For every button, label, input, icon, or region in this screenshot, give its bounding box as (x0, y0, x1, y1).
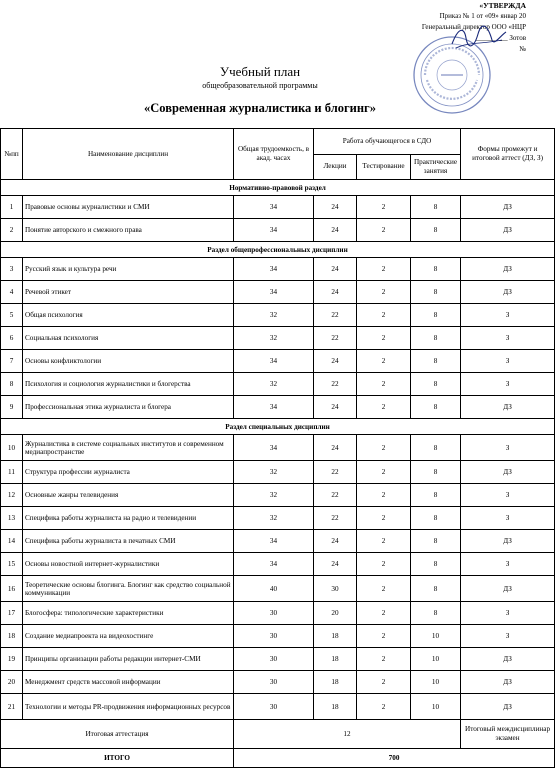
cell-lectures: 18 (314, 648, 357, 671)
header-forms: Формы промежут и итоговой аттест (ДЗ, З) (461, 129, 555, 180)
cell-form: ДЗ (461, 219, 555, 242)
header-lectures: Лекции (314, 154, 357, 180)
cell-form: ДЗ (461, 196, 555, 219)
cell-form: З (461, 484, 555, 507)
cell-lectures: 22 (314, 373, 357, 396)
cell-practical: 8 (411, 484, 461, 507)
cell-form: ДЗ (461, 281, 555, 304)
cell-hours: 30 (234, 671, 314, 694)
cell-num: 14 (1, 530, 23, 553)
cell-num: 21 (1, 694, 23, 720)
cell-name: Профессиональная этика журналиста и блогера (23, 396, 234, 419)
section-title: Раздел специальных дисциплин (1, 419, 555, 435)
cell-num: 9 (1, 396, 23, 419)
total-row (1, 749, 555, 768)
cell-practical: 8 (411, 553, 461, 576)
table-row (1, 281, 555, 304)
curriculum-table (0, 128, 555, 768)
table-row (1, 602, 555, 625)
cell-testing: 2 (357, 304, 411, 327)
cell-num: 2 (1, 219, 23, 242)
cell-form: ДЗ (461, 648, 555, 671)
cell-form: З (461, 327, 555, 350)
table-row (1, 648, 555, 671)
cell-lectures: 22 (314, 461, 357, 484)
header-testing: Тестирование (357, 154, 411, 180)
approval-title: «УТВЕРЖДА (479, 1, 526, 10)
cell-practical: 8 (411, 530, 461, 553)
cell-testing: 2 (357, 281, 411, 304)
cell-testing: 2 (357, 219, 411, 242)
cell-lectures: 30 (314, 576, 357, 602)
cell-name: Принципы организации работы редакции интернет-СМИ (23, 648, 234, 671)
total-hours: 700 (234, 749, 555, 768)
cell-lectures: 24 (314, 530, 357, 553)
cell-name: Социальная психология (23, 327, 234, 350)
approval-number: № (519, 45, 526, 53)
cell-form: ДЗ (461, 671, 555, 694)
cell-hours: 30 (234, 694, 314, 720)
cell-num: 20 (1, 671, 23, 694)
cell-testing: 2 (357, 327, 411, 350)
cell-hours: 32 (234, 507, 314, 530)
cell-num: 1 (1, 196, 23, 219)
cell-num: 13 (1, 507, 23, 530)
cell-form: ДЗ (461, 461, 555, 484)
cell-lectures: 24 (314, 396, 357, 419)
cell-num: 11 (1, 461, 23, 484)
cell-lectures: 22 (314, 484, 357, 507)
cell-lectures: 24 (314, 350, 357, 373)
cell-lectures: 24 (314, 258, 357, 281)
cell-testing: 2 (357, 576, 411, 602)
cell-practical: 8 (411, 435, 461, 461)
final-form: Итоговый междисциплинар экзамен (461, 720, 555, 749)
cell-name: Правовые основы журналистики и СМИ (23, 196, 234, 219)
cell-form: ДЗ (461, 396, 555, 419)
cell-num: 6 (1, 327, 23, 350)
cell-testing: 2 (357, 396, 411, 419)
cell-form: ДЗ (461, 530, 555, 553)
cell-hours: 34 (234, 258, 314, 281)
program-title: «Современная журналистика и блогинг» (144, 101, 376, 115)
cell-hours: 32 (234, 484, 314, 507)
cell-form: ДЗ (461, 576, 555, 602)
cell-testing: 2 (357, 258, 411, 281)
cell-hours: 32 (234, 327, 314, 350)
cell-testing: 2 (357, 435, 411, 461)
section-title: Нормативно-правовой раздел (1, 180, 555, 196)
table-header-row-1 (1, 129, 555, 155)
section-title: Раздел общепрофессиональных дисциплин (1, 242, 555, 258)
cell-practical: 8 (411, 350, 461, 373)
cell-num: 19 (1, 648, 23, 671)
table-row (1, 219, 555, 242)
cell-lectures: 22 (314, 304, 357, 327)
table-row (1, 625, 555, 648)
cell-testing: 2 (357, 373, 411, 396)
table-row (1, 671, 555, 694)
cell-lectures: 20 (314, 602, 357, 625)
signature-icon (448, 22, 508, 52)
cell-hours: 32 (234, 461, 314, 484)
cell-practical: 8 (411, 373, 461, 396)
cell-lectures: 24 (314, 219, 357, 242)
cell-testing: 2 (357, 484, 411, 507)
cell-name: Специфика работы журналиста на радио и телевидении (23, 507, 234, 530)
cell-lectures: 24 (314, 553, 357, 576)
cell-num: 18 (1, 625, 23, 648)
plan-subtitle: общеобразовательной программы (202, 81, 318, 90)
cell-practical: 8 (411, 507, 461, 530)
cell-form: ДЗ (461, 694, 555, 720)
cell-practical: 8 (411, 576, 461, 602)
cell-form: ДЗ (461, 258, 555, 281)
cell-hours: 34 (234, 196, 314, 219)
table-row (1, 530, 555, 553)
table-row (1, 484, 555, 507)
approval-position: Генеральный директор ООО «НЦР (421, 23, 526, 31)
cell-testing: 2 (357, 625, 411, 648)
cell-hours: 34 (234, 435, 314, 461)
total-label: ИТОГО (1, 749, 234, 768)
table-row (1, 396, 555, 419)
cell-practical: 8 (411, 396, 461, 419)
cell-name: Менеджмент средств массовой информации (23, 671, 234, 694)
cell-lectures: 18 (314, 625, 357, 648)
table-row (1, 553, 555, 576)
cell-lectures: 22 (314, 507, 357, 530)
cell-name: Теоретические основы блогинга. Блогинг как средство социальной коммуникации (23, 576, 234, 602)
cell-name: Создание медиапроекта на видеохостинге (23, 625, 234, 648)
cell-name: Психология и социология журналистики и блогерства (23, 373, 234, 396)
cell-form: З (461, 373, 555, 396)
cell-name: Основы новостной интернет-журналистики (23, 553, 234, 576)
cell-name: Технологии и методы PR-продвижения информационных ресурсов (23, 694, 234, 720)
cell-form: З (461, 625, 555, 648)
table-row (1, 327, 555, 350)
table-row (1, 576, 555, 602)
final-attestation-row (1, 720, 555, 749)
cell-name: Специфика работы журналиста в печатных СМИ (23, 530, 234, 553)
table-row (1, 258, 555, 281)
header-work: Работа обучающегося в СДО (314, 129, 461, 155)
header-num: №пп (1, 129, 23, 180)
cell-practical: 10 (411, 671, 461, 694)
table-row (1, 350, 555, 373)
cell-form: З (461, 507, 555, 530)
cell-num: 5 (1, 304, 23, 327)
plan-title: Учебный план (219, 64, 301, 79)
section-row (1, 419, 555, 435)
cell-hours: 40 (234, 576, 314, 602)
approval-order: Приказ № 1 от «09» январ 20 (439, 12, 526, 20)
final-hours: 12 (234, 720, 461, 749)
cell-practical: 8 (411, 258, 461, 281)
cell-num: 10 (1, 435, 23, 461)
cell-practical: 10 (411, 648, 461, 671)
cell-practical: 8 (411, 461, 461, 484)
table-row (1, 507, 555, 530)
cell-lectures: 18 (314, 671, 357, 694)
cell-practical: 8 (411, 304, 461, 327)
cell-name: Журналистика в системе социальных институтов и современном медиапространстве (23, 435, 234, 461)
cell-practical: 8 (411, 281, 461, 304)
cell-testing: 2 (357, 671, 411, 694)
cell-testing: 2 (357, 553, 411, 576)
approval-signatory-name: Зотов (509, 34, 526, 42)
cell-hours: 32 (234, 373, 314, 396)
cell-hours: 34 (234, 219, 314, 242)
table-row (1, 435, 555, 461)
table-row (1, 373, 555, 396)
cell-testing: 2 (357, 648, 411, 671)
table-row (1, 196, 555, 219)
cell-lectures: 24 (314, 281, 357, 304)
cell-num: 7 (1, 350, 23, 373)
cell-form: З (461, 435, 555, 461)
cell-testing: 2 (357, 350, 411, 373)
cell-hours: 34 (234, 350, 314, 373)
approval-signatory: _________ Зотов (476, 34, 526, 42)
cell-num: 16 (1, 576, 23, 602)
cell-hours: 34 (234, 281, 314, 304)
cell-lectures: 18 (314, 694, 357, 720)
cell-practical: 8 (411, 602, 461, 625)
final-label: Итоговая аттестация (1, 720, 234, 749)
table-row (1, 461, 555, 484)
cell-testing: 2 (357, 461, 411, 484)
cell-testing: 2 (357, 694, 411, 720)
cell-hours: 34 (234, 396, 314, 419)
cell-name: Общая психология (23, 304, 234, 327)
cell-num: 3 (1, 258, 23, 281)
cell-practical: 10 (411, 625, 461, 648)
cell-practical: 8 (411, 219, 461, 242)
cell-name: Понятие авторского и смежного права (23, 219, 234, 242)
cell-num: 8 (1, 373, 23, 396)
cell-hours: 32 (234, 304, 314, 327)
cell-lectures: 24 (314, 435, 357, 461)
cell-hours: 30 (234, 602, 314, 625)
cell-practical: 8 (411, 196, 461, 219)
header-practical: Практические занятия (411, 154, 461, 180)
cell-num: 17 (1, 602, 23, 625)
cell-hours: 30 (234, 625, 314, 648)
cell-num: 12 (1, 484, 23, 507)
section-row (1, 242, 555, 258)
cell-hours: 34 (234, 553, 314, 576)
table-row (1, 694, 555, 720)
section-row (1, 180, 555, 196)
cell-name: Структура профессии журналиста (23, 461, 234, 484)
cell-num: 4 (1, 281, 23, 304)
cell-hours: 34 (234, 530, 314, 553)
header-hours: Общая трудоемкость, в акад. часах (234, 129, 314, 180)
cell-num: 15 (1, 553, 23, 576)
cell-name: Блогосфера: типологические характеристики (23, 602, 234, 625)
table-row (1, 304, 555, 327)
cell-practical: 10 (411, 694, 461, 720)
cell-name: Основы конфликтологии (23, 350, 234, 373)
header-name: Наименование дисциплин (23, 129, 234, 180)
cell-form: З (461, 304, 555, 327)
cell-lectures: 22 (314, 327, 357, 350)
cell-practical: 8 (411, 327, 461, 350)
cell-name: Основные жанры телевидения (23, 484, 234, 507)
cell-testing: 2 (357, 530, 411, 553)
cell-lectures: 24 (314, 196, 357, 219)
cell-testing: 2 (357, 196, 411, 219)
cell-testing: 2 (357, 507, 411, 530)
cell-form: З (461, 350, 555, 373)
cell-form: З (461, 602, 555, 625)
cell-testing: 2 (357, 602, 411, 625)
cell-name: Русский язык и культура речи (23, 258, 234, 281)
cell-hours: 30 (234, 648, 314, 671)
cell-name: Речевой этикет (23, 281, 234, 304)
cell-form: З (461, 553, 555, 576)
